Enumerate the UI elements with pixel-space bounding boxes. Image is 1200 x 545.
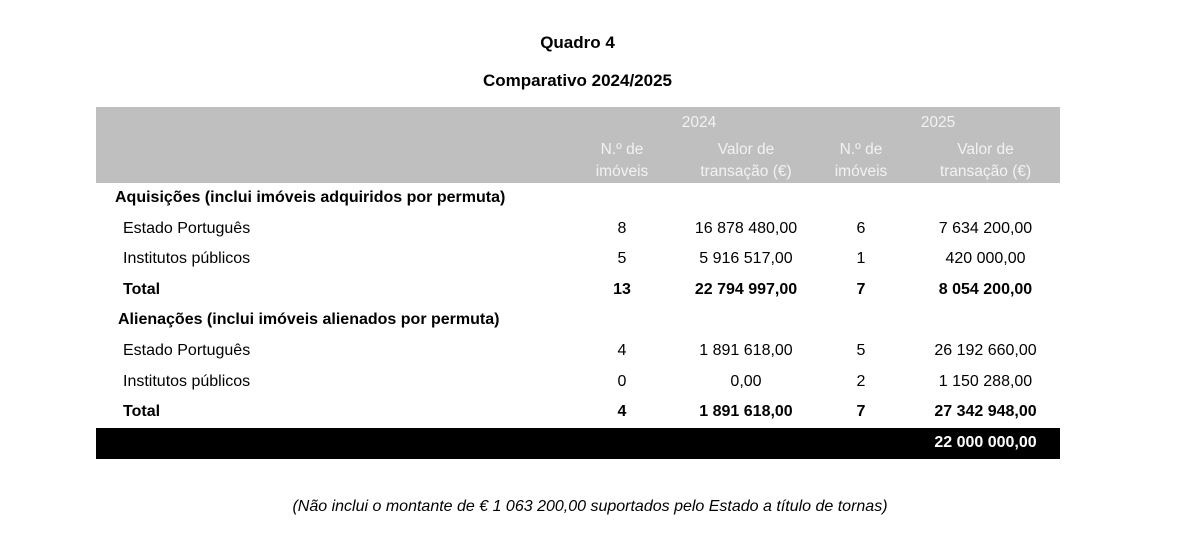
cell-value-2024: 0,00 <box>730 372 762 390</box>
cell-value-2025: 27 342 948,00 <box>934 403 1037 421</box>
cell-value-2024: 5 916 517,00 <box>699 250 793 268</box>
cell-value-2024: 1 891 618,00 <box>699 403 793 421</box>
header-value-2025-line1: Valor de <box>957 141 1014 158</box>
header-value-2025 <box>911 139 1060 183</box>
total-row <box>96 397 1060 428</box>
cell-count-2024: 4 <box>617 341 627 359</box>
table-row <box>96 367 1060 398</box>
header-count-2024 <box>577 139 667 183</box>
cell-count-2025: 1 <box>856 250 866 268</box>
summary-bar <box>96 428 1060 459</box>
comparison-table <box>96 107 1060 459</box>
summary-value: 22 000 000,00 <box>934 433 1037 451</box>
header-count-2025-line2: imóveis <box>834 163 888 180</box>
table-row <box>96 336 1060 367</box>
header-value-2025-line2: transação (€) <box>939 163 1032 180</box>
table-row <box>96 244 1060 275</box>
cell-count-2025: 5 <box>856 341 866 359</box>
header-value-2024 <box>671 139 821 183</box>
header-count-2025-line1: N.º de <box>839 141 883 158</box>
row-label: Estado Português <box>123 341 251 359</box>
table-header <box>96 107 1060 183</box>
cell-count-2025: 2 <box>856 372 866 390</box>
section-acquisitions <box>96 183 1060 214</box>
cell-count-2024: 13 <box>613 280 631 298</box>
footnote: (Não inclui o montante de € 1 063 200,00 suportados pelo Estado a título de tornas) <box>292 498 888 515</box>
header-count-2024-line1: N.º de <box>600 141 644 158</box>
cell-value-2025: 26 192 660,00 <box>934 341 1037 359</box>
cell-count-2024: 0 <box>617 372 627 390</box>
cell-count-2025: 7 <box>856 280 866 298</box>
section-label: Alienações (inclui imóveis alienados por permuta) <box>118 311 500 329</box>
row-label: Total <box>123 280 161 298</box>
section-label: Aquisições (inclui imóveis adquiridos por permuta) <box>115 189 506 206</box>
table-title: Quadro 4 <box>540 33 615 52</box>
cell-value-2025: 8 054 200,00 <box>938 280 1033 298</box>
cell-value-2025: 7 634 200,00 <box>938 219 1033 237</box>
cell-value-2025: 1 150 288,00 <box>938 372 1033 390</box>
cell-count-2024: 8 <box>617 219 627 237</box>
header-count-2025 <box>816 139 906 183</box>
section-alienations <box>96 305 1060 336</box>
row-label: Institutos públicos <box>123 250 251 268</box>
cell-value-2024: 1 891 618,00 <box>699 341 793 359</box>
cell-count-2024: 5 <box>617 250 627 268</box>
table-row <box>96 214 1060 245</box>
cell-value-2025: 420 000,00 <box>945 250 1026 268</box>
header-value-2024-line1: Valor de <box>717 141 775 158</box>
header-year-2025: 2025 <box>920 114 956 131</box>
row-label: Institutos públicos <box>123 372 251 390</box>
cell-value-2024: 22 794 997,00 <box>694 280 798 298</box>
table-subtitle: Comparativo 2024/2025 <box>483 71 672 90</box>
row-label: Estado Português <box>123 219 251 237</box>
header-year-2024: 2024 <box>681 114 717 131</box>
cell-value-2024: 16 878 480,00 <box>694 219 798 237</box>
cell-count-2025: 6 <box>856 219 866 237</box>
total-row <box>96 275 1060 306</box>
header-value-2024-line2: transação (€) <box>700 163 792 180</box>
row-label: Total <box>123 403 161 421</box>
header-count-2024-line2: imóveis <box>595 163 649 180</box>
cell-count-2025: 7 <box>856 403 866 421</box>
cell-count-2024: 4 <box>617 403 627 421</box>
